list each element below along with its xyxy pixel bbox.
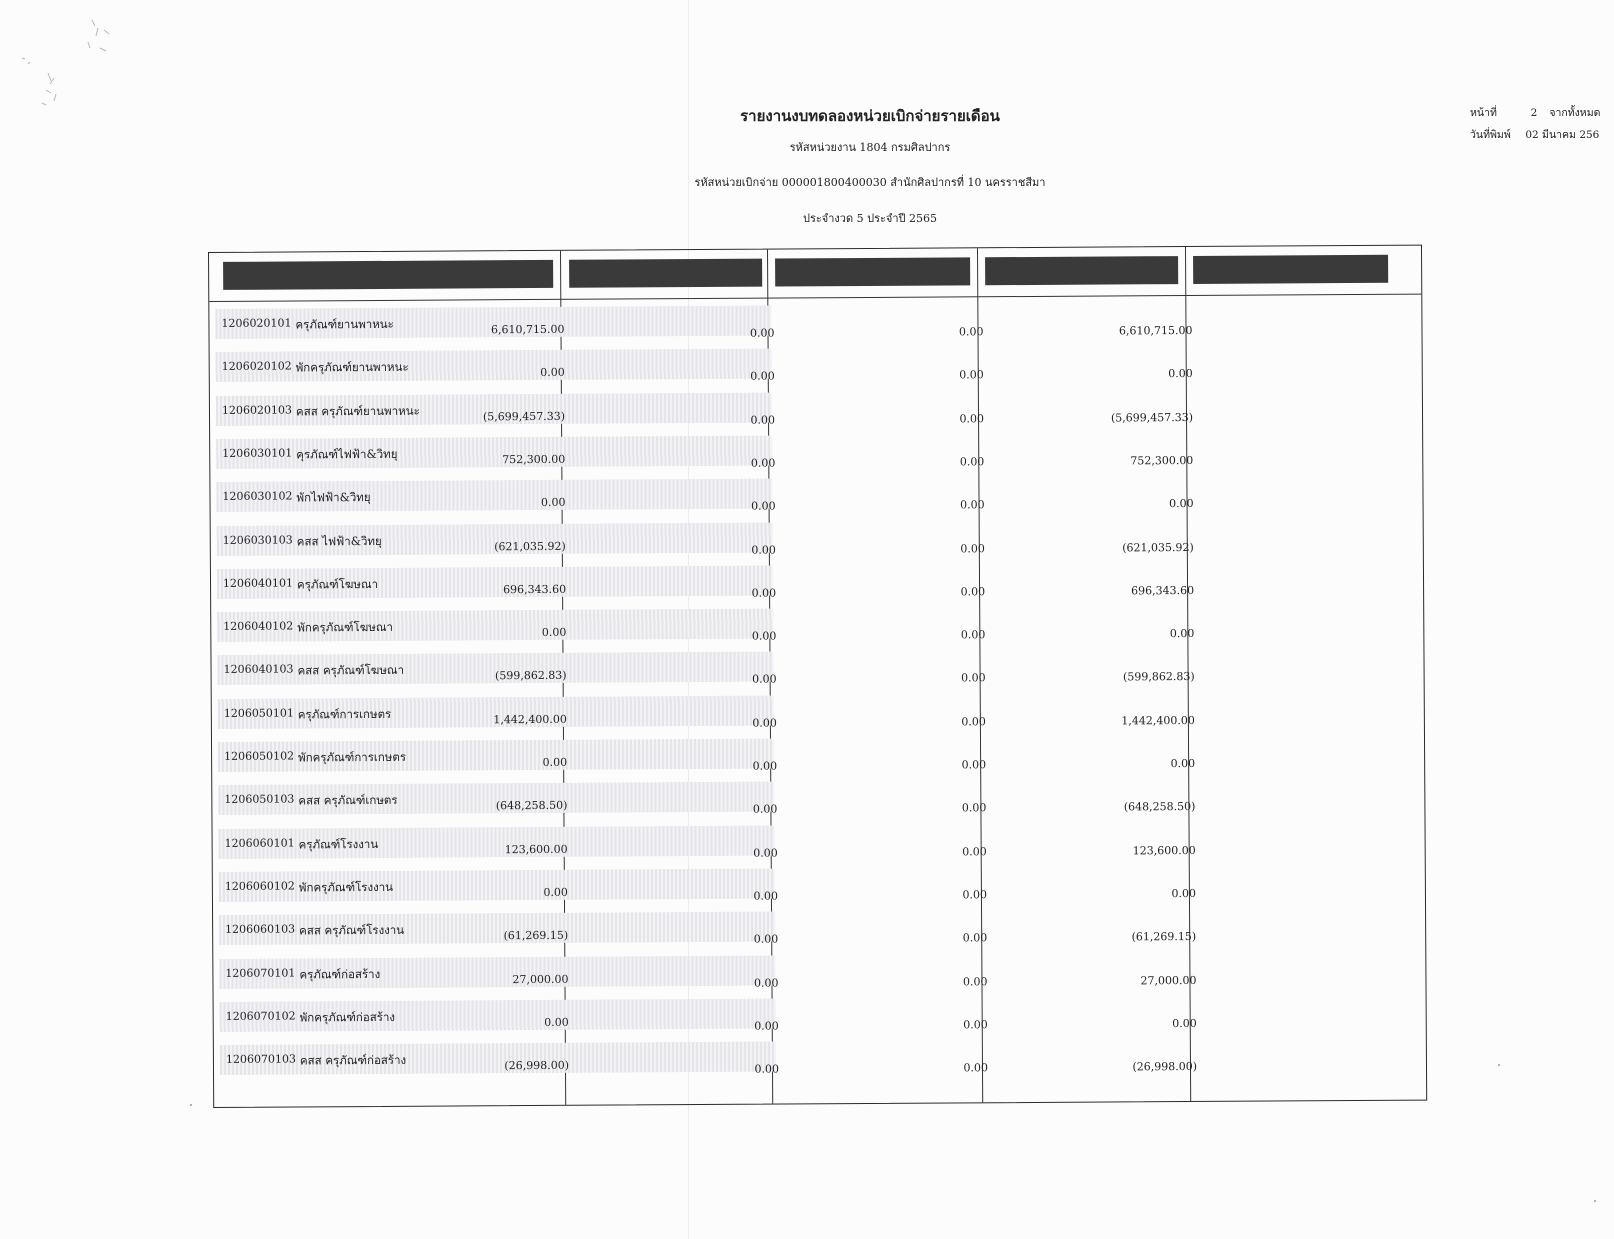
account-name: คุรภัณฑ์ไฟฟ้า&วิทยุ	[296, 446, 398, 462]
amount-col-3: 0.00	[961, 671, 986, 685]
account-name: พักครุภัณฑ์โฆษณา	[297, 619, 393, 635]
amount-col-3: 0.00	[959, 368, 984, 382]
amount-col-4: 6,610,715.00	[1118, 323, 1193, 338]
account-code: 1206030103	[222, 532, 293, 547]
amount-col-3: 0.00	[959, 411, 985, 426]
amount-col-1: 0.00	[540, 496, 566, 510]
disbursing-unit-line: รหัสหน่วยเบิกจ่าย 000001800400030 สำนักศิลปากรที่ 10 นครราชสีมา	[694, 176, 1046, 189]
account-code: 1206050103	[224, 792, 295, 807]
report-title: รายงานงบทดลองหน่วยเบิกจ่ายรายเดือน	[740, 107, 1000, 125]
amount-col-3: 0.00	[962, 844, 987, 858]
amount-col-3: 0.00	[959, 455, 985, 469]
amount-col-2: 0.00	[751, 586, 777, 600]
header-col-3	[985, 256, 1178, 285]
amount-col-4: 0.00	[1170, 756, 1196, 771]
amount-col-2: 0.00	[753, 846, 778, 860]
amount-col-3: 0.00	[962, 888, 987, 902]
account-name: คสส ไฟฟ้า&วิทยุ	[296, 533, 382, 548]
amount-col-4: 0.00	[1172, 1016, 1197, 1030]
table-row	[214, 1034, 1426, 1085]
amount-col-1: (599,862.83)	[494, 669, 567, 683]
account-name: คสส ครุภัณฑ์เกษตร	[298, 793, 398, 808]
speck	[190, 1104, 192, 1106]
amount-col-2: 0.00	[752, 716, 777, 730]
header-account	[223, 260, 553, 290]
account-code: 1206060103	[225, 922, 296, 937]
account-code: 1206020103	[221, 403, 293, 417]
table-body	[209, 246, 1421, 1076]
total-label: จากทั้งหมด	[1549, 107, 1601, 119]
amount-col-4: 752,300.00	[1130, 453, 1194, 468]
account-code: 1206020101	[221, 316, 292, 330]
amount-col-3: 0.00	[958, 325, 984, 339]
amount-col-3: 0.00	[963, 1061, 989, 1075]
amount-col-1: 696,343.60	[503, 582, 567, 597]
account-code: 1206030102	[222, 489, 293, 504]
amount-col-4: (599,862.83)	[1122, 670, 1195, 684]
amount-col-2: 0.00	[752, 802, 778, 816]
account-name: คสส ครุภัณฑ์ก่อสร้าง	[299, 1052, 407, 1068]
header-col-2	[775, 257, 970, 286]
amount-col-2: 0.00	[751, 629, 777, 643]
amount-col-1: 0.00	[543, 885, 568, 899]
account-name: พักครุภัณฑ์โรงงาน	[298, 879, 394, 895]
account-code: 1206040103	[223, 662, 294, 677]
scan-specks	[18, 18, 128, 113]
amount-col-4: (621,035.92)	[1122, 540, 1194, 554]
print-date-label: วันที่พิมพ์	[1470, 129, 1511, 141]
amount-col-2: 0.00	[750, 413, 776, 427]
amount-col-4: (26,998.00)	[1132, 1060, 1198, 1074]
amount-col-1: (61,269.15)	[503, 929, 569, 943]
amount-col-4: 123,600.00	[1132, 843, 1196, 857]
amount-col-2: 0.00	[752, 759, 778, 773]
page-info	[1470, 102, 1600, 146]
account-code: 1206040102	[223, 619, 294, 634]
print-date: 02 มีนาคม 256	[1525, 129, 1600, 141]
amount-col-2: 0.00	[754, 1062, 780, 1076]
amount-col-1: 0.00	[542, 755, 568, 769]
amount-col-2: 0.00	[754, 1019, 779, 1033]
account-code: 1206040101	[222, 576, 294, 590]
amount-col-3: 0.00	[960, 585, 986, 599]
account-name: พักไฟฟ้า&วิทยุ	[296, 490, 371, 505]
account-name: ครุภัณฑ์โฆษณา	[296, 576, 379, 592]
amount-col-3: 0.00	[963, 1018, 988, 1032]
amount-col-3: 0.00	[961, 758, 987, 772]
account-name: พักครุภัณฑ์ก่อสร้าง	[299, 1009, 396, 1025]
speck	[1594, 1200, 1596, 1202]
amount-col-2: 0.00	[752, 672, 777, 687]
amount-col-4: (61,269.15)	[1131, 930, 1197, 944]
amount-col-2: 0.00	[753, 976, 779, 990]
amount-col-1: 6,610,715.00	[490, 322, 565, 337]
amount-col-2: 0.00	[749, 326, 775, 340]
amount-col-4: 696,343.60	[1131, 583, 1195, 598]
amount-col-4: 0.00	[1168, 367, 1193, 381]
account-name: ครุภัณฑ์ก่อสร้าง	[299, 966, 381, 981]
account-name: คสส ครุภัณฑ์โรงงาน	[299, 923, 405, 938]
amount-col-1: (648,258.50)	[495, 799, 568, 813]
period-line: ประจำงวด 5 ประจำปี 2565	[803, 212, 937, 225]
amount-col-2: 0.00	[750, 369, 775, 383]
account-code: 1206070101	[225, 965, 296, 980]
amount-col-1: (621,035.92)	[494, 539, 566, 553]
amount-col-2: 0.00	[751, 543, 776, 557]
amount-col-3: 0.00	[960, 628, 986, 642]
header-col-4	[1193, 255, 1388, 284]
amount-col-1: 752,300.00	[502, 452, 566, 467]
amount-col-3: 0.00	[960, 541, 985, 555]
account-name: ครุภัณฑ์โรงงาน	[298, 836, 379, 852]
page-number: 2	[1530, 107, 1538, 119]
account-code: 1206070102	[225, 1009, 296, 1023]
amount-col-2: 0.00	[750, 456, 776, 470]
amount-col-1: 0.00	[541, 625, 567, 640]
header-col-1	[569, 259, 762, 288]
amount-col-3: 0.00	[962, 974, 988, 988]
account-name: คสส ครุภัณฑ์โฆษณา	[297, 663, 405, 678]
amount-col-1: 0.00	[544, 1015, 569, 1029]
amount-col-2: 0.00	[751, 499, 776, 513]
amount-col-1: 27,000.00	[512, 972, 569, 986]
amount-col-2: 0.00	[753, 889, 778, 903]
amount-col-3: 0.00	[960, 498, 985, 512]
account-code: 1206020102	[221, 359, 292, 374]
account-name: ครุภัณฑ์ยานพาหนะ	[295, 316, 394, 332]
account-code: 1206060102	[224, 879, 295, 893]
account-code: 1206070103	[225, 1052, 296, 1066]
amount-col-4: (648,258.50)	[1123, 800, 1196, 814]
amount-col-1: (26,998.00)	[504, 1058, 570, 1073]
amount-col-4: 0.00	[1169, 497, 1194, 511]
amount-col-4: 27,000.00	[1140, 973, 1197, 987]
amount-col-1: (5,699,457.33)	[482, 409, 566, 423]
amount-col-2: 0.00	[753, 932, 779, 946]
speck	[1498, 1064, 1500, 1066]
amount-col-3: 0.00	[961, 801, 987, 815]
account-code: 1206060101	[224, 836, 295, 850]
account-name: พักครุภัณฑ์ยานพาหนะ	[295, 360, 409, 375]
agency-line: รหัสหน่วยงาน 1804 กรมศิลปากร	[789, 141, 951, 154]
amount-col-1: 123,600.00	[504, 842, 568, 856]
account-name: พักครุภัณฑ์การเกษตร	[298, 749, 407, 765]
amount-col-3: 0.00	[962, 931, 988, 945]
account-code: 1206050102	[224, 749, 295, 763]
amount-col-4: 0.00	[1171, 886, 1196, 901]
amount-col-4: 0.00	[1169, 627, 1195, 641]
amount-col-1: 0.00	[540, 366, 565, 380]
trial-balance-table	[208, 245, 1427, 1108]
page-label: หน้าที่	[1470, 107, 1497, 119]
account-code: 1206050101	[223, 706, 294, 720]
amount-col-3: 0.00	[961, 714, 986, 729]
account-code: 1206030101	[222, 446, 293, 460]
amount-col-4: (5,699,457.33)	[1110, 410, 1194, 425]
account-name: ครุภัณฑ์การเกษตร	[297, 706, 392, 722]
amount-col-4: 1,442,400.00	[1121, 713, 1195, 728]
account-name: คสส ครุภัณฑ์ยานพาหนะ	[295, 403, 420, 419]
amount-col-1: 1,442,400.00	[493, 712, 567, 726]
